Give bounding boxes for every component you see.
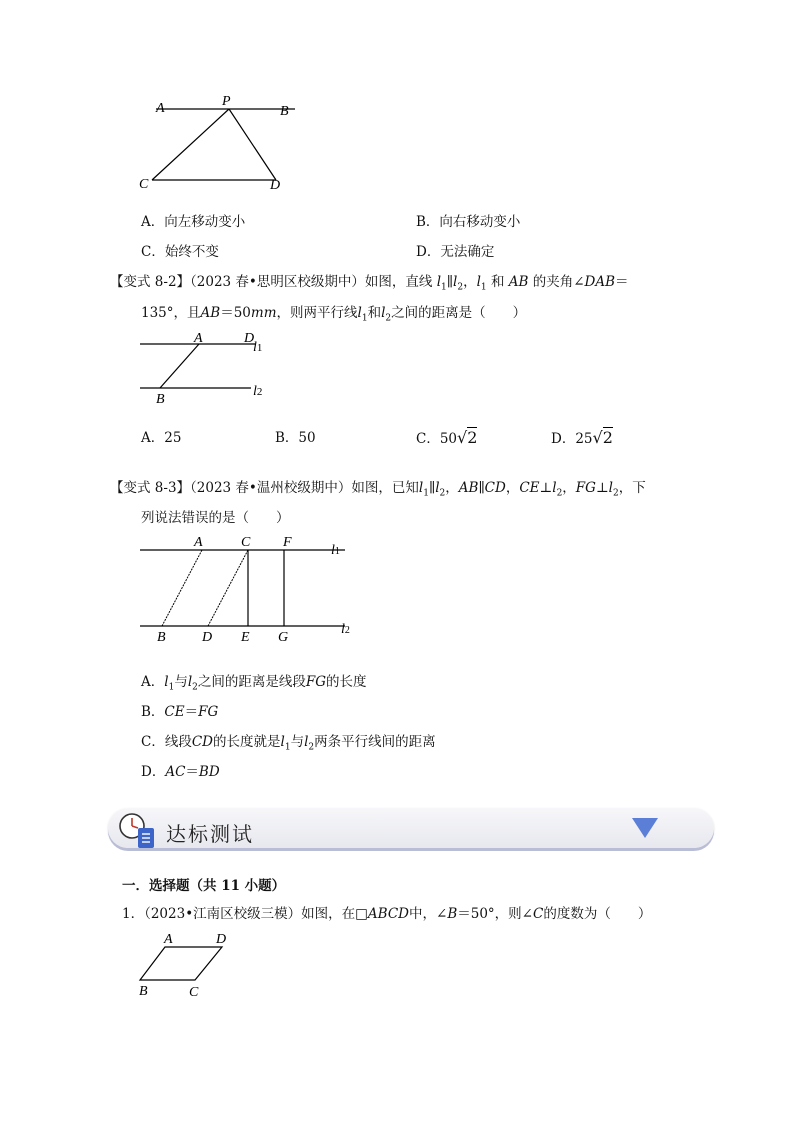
option-d[interactable]: D．无法确定 — [416, 244, 495, 260]
label-D: D — [244, 331, 255, 346]
q82-sub: 1 — [441, 282, 447, 293]
q82-source: （2023 春•思明区校级期中）如图，直线 — [190, 274, 433, 290]
q83-sub: 2 — [308, 742, 315, 753]
q83-text: ，下 — [618, 480, 646, 496]
q83-l: l — [435, 480, 440, 496]
q82-sub: 1 — [361, 313, 368, 324]
label-E: E — [241, 630, 250, 644]
q83-text: 两条平行线间的距离 — [314, 734, 436, 750]
label-A: A — [194, 331, 203, 346]
q82-l: l — [357, 305, 362, 321]
q82-option-a[interactable]: A．25 — [141, 430, 182, 446]
q82-text: ，则两平行线 — [276, 305, 358, 321]
q82-figure — [135, 328, 275, 404]
q1-text: ＝50°，则∠ — [457, 906, 533, 922]
q83-option-a[interactable] — [141, 672, 367, 698]
parallelogram-figure — [135, 930, 245, 1002]
q82-option-c[interactable] — [416, 428, 477, 449]
clock-document-icon — [116, 808, 160, 852]
triangle-down-icon — [632, 818, 658, 840]
q82-option-c-text: C．50 — [416, 431, 458, 447]
q83-text: 的长度 — [326, 674, 367, 690]
label-G: G — [278, 630, 289, 644]
q82-text: 135°，且 — [141, 305, 201, 321]
q83-text: AB∥CD — [458, 480, 506, 496]
q82-sub: 2 — [385, 313, 392, 324]
q83-text: 与 — [290, 734, 305, 750]
q83-text: CD — [191, 734, 213, 750]
q82-l: l — [453, 274, 458, 290]
q82-tag: 【变式 8-2】 — [110, 274, 191, 290]
option-b[interactable]: B．向右移动变小 — [416, 214, 521, 230]
q82-unit: mm — [250, 305, 277, 321]
option-c[interactable]: C．始终不变 — [141, 244, 219, 260]
label-B: B — [156, 392, 165, 404]
label-l1: l1 — [253, 340, 263, 355]
q83-text: （2023 春•温州校级期中）如图，已知 — [190, 480, 419, 496]
q83-text: FG — [198, 704, 219, 720]
q83-text: ∥ — [428, 480, 436, 496]
q83-sub: 1 — [168, 682, 175, 693]
label-F: F — [283, 535, 292, 550]
label-l2: l2 — [341, 622, 350, 637]
q83-option-d[interactable] — [141, 762, 220, 782]
q83-text: C．线段 — [141, 734, 192, 750]
q83-text: ⊥ — [595, 480, 609, 496]
q82-text: 和 — [367, 305, 382, 321]
option-a[interactable]: A．向左移动变小 — [141, 214, 246, 230]
label-l2: l2 — [253, 384, 263, 399]
label-C: C — [241, 535, 251, 550]
q82-l: l — [381, 305, 386, 321]
q82-sub: 1 — [480, 282, 487, 293]
q83-text: A． — [141, 674, 165, 690]
q1-text: B — [447, 906, 458, 922]
q83-figure — [135, 532, 360, 644]
q82-text: 的夹角∠ — [532, 274, 585, 290]
q82-text: 和 — [490, 274, 505, 290]
q82-sub: 2 — [457, 282, 464, 293]
q83-text: D． — [141, 764, 166, 780]
banner-title: 达标测试 — [166, 822, 254, 846]
label-C: C — [189, 985, 199, 1000]
q1-text: ABCD — [367, 906, 409, 922]
label-D: D — [216, 932, 227, 947]
q82-ab: AB — [200, 305, 221, 321]
label-l1: l1 — [331, 543, 340, 558]
q83-text: ， — [445, 480, 459, 496]
label-D: D — [202, 630, 213, 644]
q83-option-c[interactable] — [141, 732, 436, 758]
sqrt-symbol: √ — [457, 428, 468, 447]
q82-line2 — [141, 303, 526, 329]
q83-text: ＝ — [184, 704, 199, 720]
q83-line1 — [110, 478, 646, 504]
label-C: C — [139, 177, 149, 192]
label-B: B — [280, 104, 289, 119]
q83-l: l — [280, 734, 285, 750]
label-A: A — [194, 535, 203, 550]
label-D: D — [270, 178, 281, 193]
label-A: A — [156, 101, 165, 116]
q83-l: l — [304, 734, 309, 750]
q83-text: 之间的距离是线段 — [197, 674, 306, 690]
q83-text: ， — [562, 480, 576, 496]
q83-l: l — [187, 674, 193, 690]
q82-l: l — [436, 274, 442, 290]
q1-number: 1． — [122, 906, 145, 922]
q83-text: ⊥ — [539, 480, 553, 496]
q82-parallel: ∥ — [446, 274, 454, 290]
q83-text: B． — [141, 704, 165, 720]
q83-text: CE — [164, 704, 185, 720]
triangle-figure — [130, 88, 310, 198]
q82-dab: DAB — [584, 274, 616, 290]
q82-option-c-radicand: 2 — [467, 428, 478, 447]
q83-text: AC — [165, 764, 186, 780]
q1-text: 中，∠ — [409, 906, 448, 922]
q83-l: l — [608, 480, 613, 496]
q82-text: ， — [463, 274, 477, 290]
q82-text: ＝ — [615, 274, 629, 290]
label-A: A — [164, 932, 173, 947]
sqrt-symbol: √ — [592, 428, 603, 447]
q83-tag: 【变式 8-3】 — [110, 480, 191, 496]
q83-text: ＝ — [185, 764, 199, 780]
q83-text: FG — [305, 674, 327, 690]
q83-sub: 2 — [439, 488, 446, 499]
q83-sub: 1 — [284, 742, 291, 753]
q83-sub: 2 — [192, 682, 198, 693]
q83-sub: 2 — [612, 488, 619, 499]
label-B: B — [139, 984, 148, 999]
q83-text: 与 — [174, 674, 188, 690]
q83-sub: 1 — [423, 488, 429, 499]
section-heading: 一．选择题（共 11 小题） — [122, 878, 286, 894]
q1-text: 的度数为（ ） — [543, 906, 652, 922]
q83-text: ， — [505, 480, 520, 496]
q83-text: BD — [198, 764, 220, 780]
q83-text: 的长度就是 — [213, 734, 281, 750]
q82-option-d-text: D．25 — [551, 431, 593, 447]
q83-l: l — [552, 480, 557, 496]
q82-option-d-radicand: 2 — [602, 428, 613, 447]
q82-option-b[interactable]: B．50 — [275, 430, 316, 446]
q1-text: C — [532, 906, 544, 922]
label-P: P — [222, 94, 231, 109]
q1-stem — [122, 904, 651, 924]
q83-line2: 列说法错误的是（ ） — [141, 510, 290, 526]
q82-text: ＝50 — [220, 305, 251, 321]
q82-l: l — [476, 274, 481, 290]
q83-l: l — [164, 674, 169, 690]
q83-text: CE — [519, 480, 540, 496]
q83-sub: 2 — [556, 488, 563, 499]
q82-line1 — [110, 272, 629, 298]
q83-l: l — [418, 480, 424, 496]
q82-ab: AB — [508, 274, 529, 290]
q82-text: 之间的距离是（ ） — [391, 305, 527, 321]
q82-option-d[interactable] — [551, 428, 613, 449]
q83-option-b[interactable] — [141, 702, 218, 722]
q1-text: （2023•江南区校级三模）如图，在□ — [144, 906, 368, 922]
label-B: B — [157, 630, 166, 644]
q83-text: FG — [575, 480, 596, 496]
